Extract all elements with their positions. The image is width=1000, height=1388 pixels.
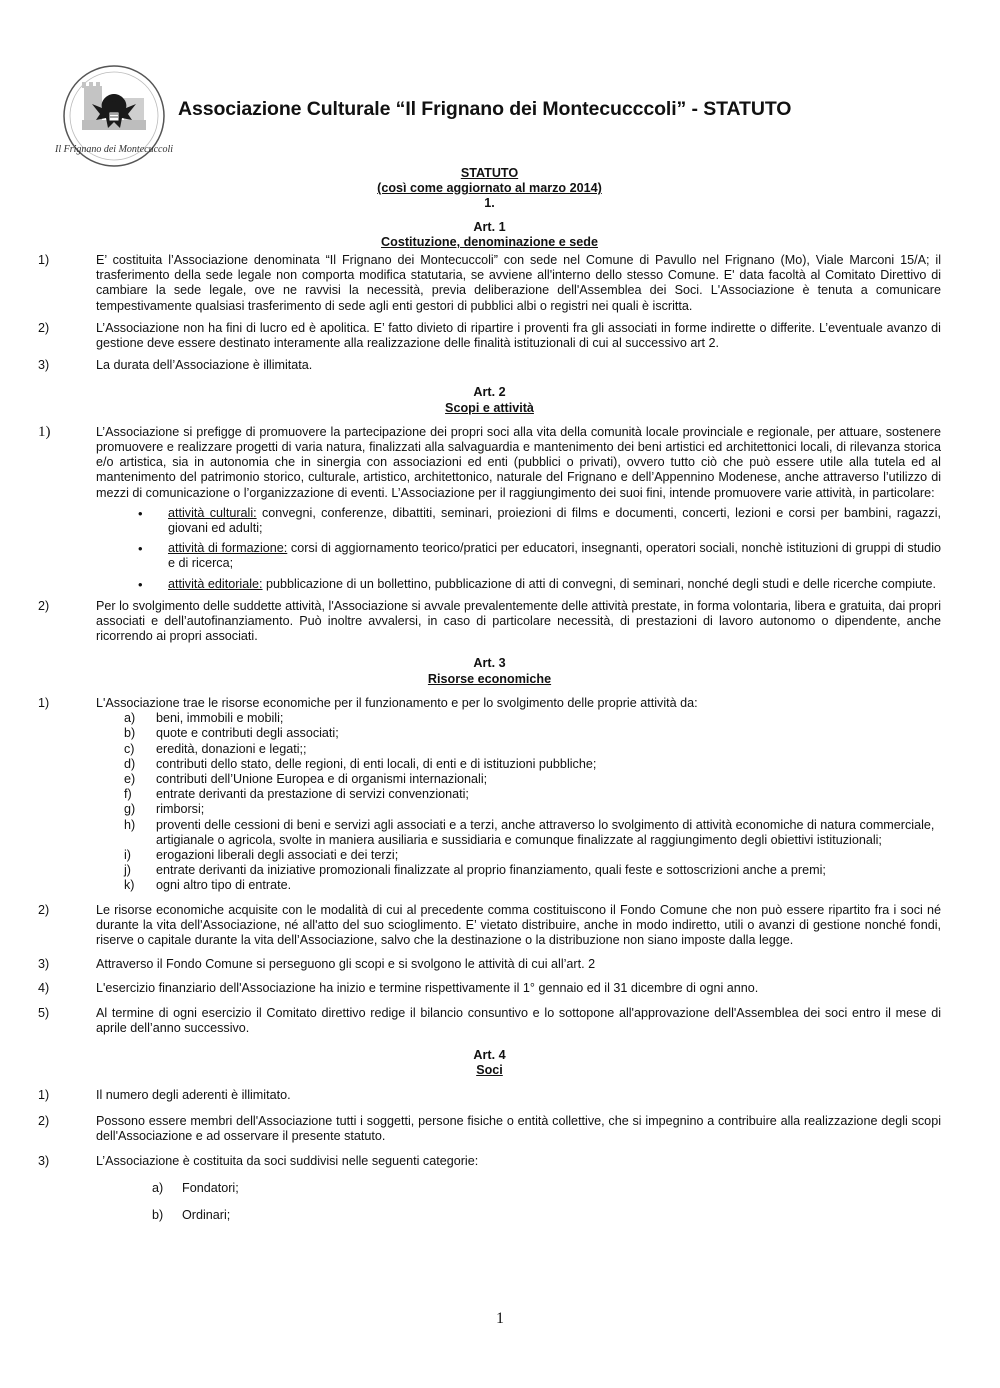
document-header xyxy=(54,64,960,168)
list-item: a) beni, immobili e mobili; xyxy=(124,711,284,726)
document-title: Associazione Culturale “Il Frignano dei Montecucccoli” - STATUTO xyxy=(178,98,792,120)
art3-paragraph-5: 5) Al termine di ogni esercizio il Comitato direttivo redige il bilancio consuntivo e lo sottopone all'approvazione dell'Assemblea dei soci entro il mese di aprile dell’anno successivo. xyxy=(38,1005,941,1035)
logo-lettering: Il Frignano dei Montecuccoli xyxy=(54,144,174,155)
art2-paragraph-2: 2) Per lo svolgimento delle suddette attività, l'Associazione si avvale prevalentemente delle attività prestate, in forma volontaria, libera e gratuita, dai propri associati e dell’autofinanziamento. Può inoltre avvalersi, in caso di particolare necessità, di prestazioni di lavoro autonomo o dipendente, anche ricorrendo ai propri associati. xyxy=(38,598,941,644)
list-item: b) quote e contributi degli associati; xyxy=(124,726,339,741)
art4-number: Art. 4 xyxy=(473,1047,506,1062)
list-item: e) contributi dell’Unione Europea e di organismi internazionali; xyxy=(124,771,488,786)
art1-number: Art. 1 xyxy=(473,219,506,234)
page-number: 1 xyxy=(496,1310,504,1327)
art4-title: Soci xyxy=(476,1063,503,1078)
art3-paragraph-1: 1) L'Associazione trae le risorse economiche per il funzionamento e per lo svolgimento delle proprie attività da: xyxy=(38,695,698,710)
art2-bullet-cultural: • attività culturali: convegni, conferenze, dibattiti, seminari, proiezioni di films e documenti, concerti, lezioni e corsi per bambini, ragazzi, giovani ed adulti; xyxy=(138,505,941,536)
list-item: d) contributi dello stato, delle regioni, di enti locali, di enti e di istituzioni pubbliche; xyxy=(124,756,597,771)
art3-paragraph-4: 4) L'esercizio finanziario dell'Associazione ha inizio e termine rispettivamente il 1° gennaio ed il 31 dicembre di ogni anno. xyxy=(38,981,759,996)
statute-body xyxy=(38,166,941,1224)
list-item: c) eredità, donazioni e legati;; xyxy=(124,741,307,756)
art4-paragraph-3: 3) L’Associazione è costituita da soci suddivisi nelle seguenti categorie: xyxy=(38,1153,479,1168)
art2-bullet-training: • attività di formazione: corsi di aggiornamento teorico/pratici per educatori, insegnanti, operatori sociali, nonchè istituzioni di gruppi di studio e di ricerca; xyxy=(138,541,941,571)
bullet-icon: • xyxy=(138,576,143,592)
list-item: i) erogazioni liberali degli associati e dei terzi; xyxy=(124,847,399,862)
association-logo-icon xyxy=(54,64,174,168)
art3-number: Art. 3 xyxy=(473,656,506,671)
list-item: b) Ordinari; xyxy=(152,1208,231,1223)
art2-number: Art. 2 xyxy=(473,385,506,400)
art3-title: Risorse economiche xyxy=(427,671,552,686)
list-item: h) proventi delle cessioni di beni e servizi agli associati e a terzi, anche attraverso lo svolgimento di attività economiche di natura commerciale, artigianale o agricola, svolte in maniera ausiliaria e sussidiaria e comunque finalizzate al raggiungimento degli obiettivi istituzionali; xyxy=(124,817,935,847)
association-logo xyxy=(54,64,174,168)
section-number: 1. xyxy=(484,196,495,211)
art1-paragraph-3: 3) La durata dell’Associazione è illimitata. xyxy=(38,358,313,373)
art4-paragraph-1: 1) Il numero degli aderenti è illimitato. xyxy=(38,1088,291,1103)
art1-paragraph-2: 2) L’Associazione non ha fini di lucro ed è apolitica. E’ fatto divieto di ripartire i proventi fra gli associati in forme indirette o differite. L’eventuale avanzo di gestione deve essere destinato interamente alla realizzazione delle finalità istituzionali di cui al successivo art 2. xyxy=(38,320,941,351)
list-item: f) entrate derivanti da prestazione di servizi convenzionati; xyxy=(124,787,469,802)
list-item: j) entrate derivanti da iniziative promozionali finalizzate al proprio finanziamento, quali feste e sottoscrizioni anche a premi; xyxy=(124,863,826,878)
art3-paragraph-3: 3) Attraverso il Fondo Comune si perseguono gli scopi e si svolgono le attività di cui all’art. 2 xyxy=(38,957,596,972)
art2-paragraph-1: 1) L’Associazione si prefigge di promuovere la partecipazione dei propri soci alla vita della comunità locale provinciale e regionale, per attuare, sostenere promuovere e realizzare progetti di varia natura, finalizzati alla salvaguardia e mantenimento dei beni artistici ed architettonici locali, di rilevanza storica e/o artistica, sia in autonomia che in sinergia con associazioni ed enti (pubblici o privati), ovvero tutto ciò che può essere utile alla tutela ed al mantenimento del patrimonio storico, culturale, artistico, architettonico, naturale del Frignano e dell’Appennino Modenese, anche attraverso l’utilizzo di mezzi di comunicazione o l’organizzazione di eventi. L’Associazione per il raggiungimento dei suoi fini, intende promuovere varie attività, in particolare: xyxy=(38,423,941,500)
statute-subtitle: (così come aggiornato al marzo 2014) xyxy=(377,181,602,196)
bullet-icon: • xyxy=(138,541,143,557)
statute-title: STATUTO xyxy=(460,166,519,180)
list-item: k) ogni altro tipo di entrate. xyxy=(124,878,292,893)
art2-bullet-editorial: • attività editoriale: pubblicazione di un bollettino, pubblicazione di atti di convegni, di seminari, nonché degli studi e delle ricerche compiute. xyxy=(138,576,936,592)
bullet-icon: • xyxy=(138,505,143,521)
list-item: a) Fondatori; xyxy=(152,1181,239,1196)
art1-paragraph-1: 1) E’ costituita l’Associazione denominata “Il Frignano dei Montecuccoli” con sede nel Comune di Pavullo nel Frignano (Mo), Viale Marconi 15/A; il trasferimento della sede legale non comporta modifica statutaria, se avviene all'interno dello stesso Comune. E' data facoltà al Comitato Direttivo di cambiare la sede legale, ove ne ravvisi la necessità, previa deliberazione dell'Assemblea dei Soci. L'Associazione è tenuta a comunicare tempestivamente qualsiasi trasferimento di sede agli enti gestori di pubblici albi o registri nei quali è iscritta. xyxy=(38,253,941,313)
art2-title: Scopi e attività xyxy=(445,400,534,415)
art1-title: Costituzione, denominazione e sede xyxy=(381,234,598,249)
list-item: g) rimborsi; xyxy=(124,802,205,817)
art3-paragraph-2: 2) Le risorse economiche acquisite con le modalità di cui al precedente comma costituiscono il Fondo Comune che non può essere ripartito fra i soci né durante la vita dell'Associazione, né all'atto del suo scioglimento. E’ vietato distribuire, anche in modo indiretto, utili o avanzi di gestione nonché fondi, riserve o capitale durante la vita dell’Associazione, salvo che la destinazione o la distribuzione non siano imposte dalla legge. xyxy=(38,902,941,947)
art4-paragraph-2: 2) Possono essere membri dell'Associazione tutti i soggetti, persone fisiche o entità collettive, che si impegnino a contribuire alla realizzazione degli scopi dell'Associazione e ad osservare il presente statuto. xyxy=(38,1113,941,1143)
